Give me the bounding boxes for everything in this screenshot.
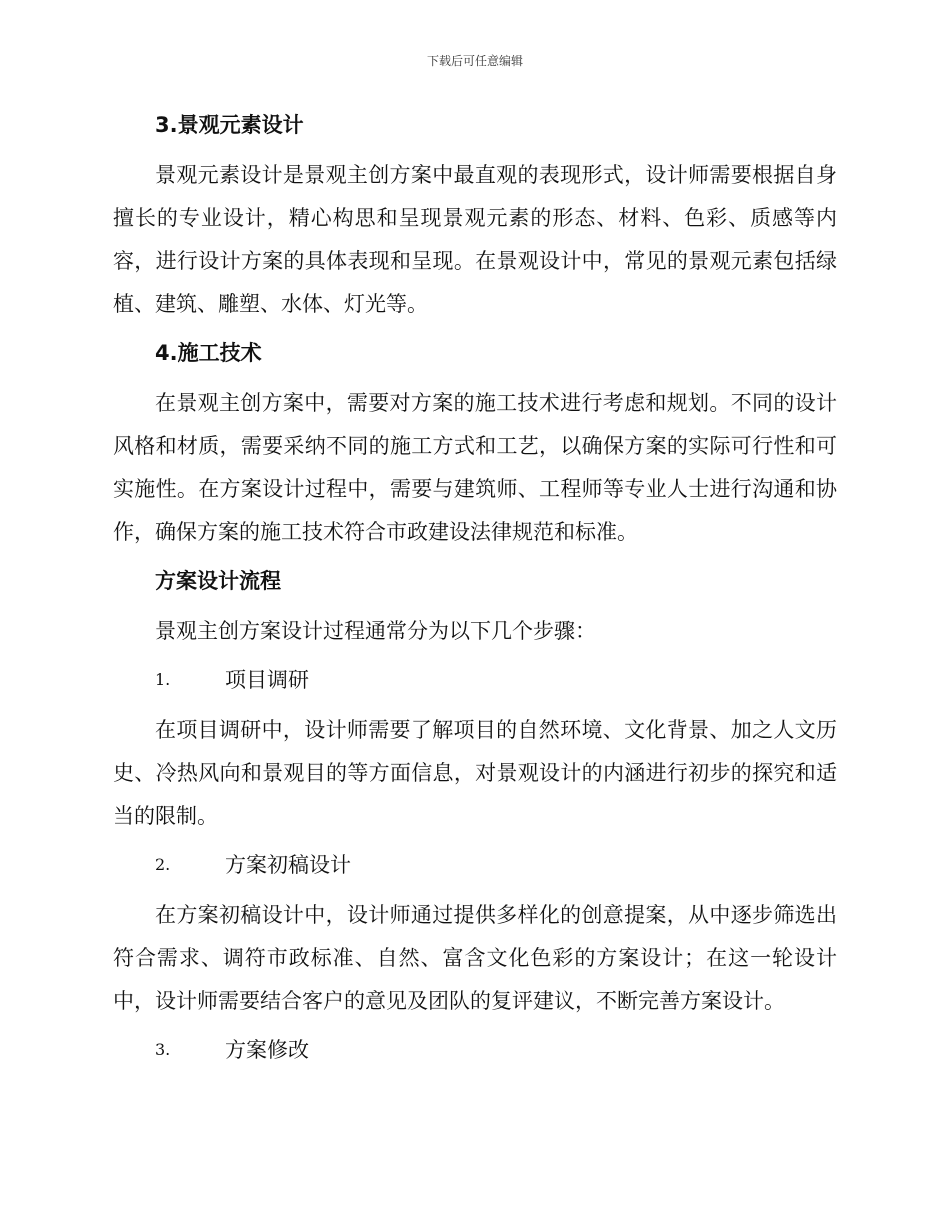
section-heading-element-design: 3.景观元素设计 [155, 113, 304, 137]
document-body [113, 110, 837, 1065]
paragraph-step-1: 在项目调研中，设计师需要了解项目的自然环境、文化背景、加之人文历史、冷热风向和景观目的等方面信息，对景观设计的内涵进行初步的探究和适当的限制。 [113, 718, 837, 828]
paragraph-construction: 在景观主创方案中，需要对方案的施工技术进行考虑和规划。不同的设计风格和材质，需要采纳不同的施工方式和工艺，以确保方案的实际可行性和可实施性。在方案设计过程中，需要与建筑师、工程师等专业人士进行沟通和协作，确保方案的施工技术符合市政建设法律规范和标准。 [113, 391, 837, 544]
page-header: 下载后可任意编辑 [426, 54, 523, 68]
list-number: 1. [155, 670, 171, 689]
list-item-step-3 [113, 1035, 837, 1065]
list-item-title: 方案修改 [225, 1038, 309, 1062]
section-heading-construction: 4.施工技术 [155, 341, 262, 365]
paragraph-element-design: 景观元素设计是景观主创方案中最直观的表现形式，设计师需要根据自身擅长的专业设计，精心构思和呈现景观元素的形态、材料、色彩、质感等内容，进行设计方案的具体表现和呈现。在景观设计中，常见的景观元素包括绿植、建筑、雕塑、水体、灯光等。 [113, 163, 837, 316]
list-number: 3. [155, 1040, 171, 1059]
list-item-title: 项目调研 [225, 668, 309, 692]
list-item-step-1 [113, 665, 837, 695]
list-item-title: 方案初稿设计 [225, 853, 351, 877]
list-number: 2. [155, 855, 171, 874]
paragraph-flow-intro: 景观主创方案设计过程通常分为以下几个步骤： [155, 619, 596, 643]
list-item-step-2 [113, 850, 837, 880]
section-heading-design-flow: 方案设计流程 [155, 569, 281, 593]
paragraph-step-2: 在方案初稿设计中，设计师通过提供多样化的创意提案，从中逐步筛选出符合需求、调符市政标准、自然、富含文化色彩的方案设计；在这一轮设计中，设计师需要结合客户的意见及团队的复评建议，不断完善方案设计。 [113, 903, 837, 1013]
